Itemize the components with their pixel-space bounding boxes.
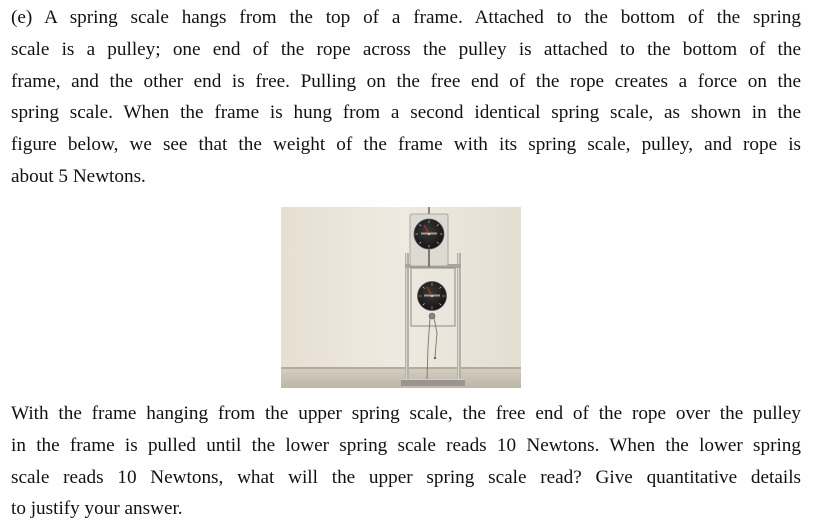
text-line: frame, and the other end is free. Pulling on the free end of the rope creates a force on the [11, 70, 801, 92]
text-line: With the frame hanging from the upper spring scale, the free end of the rope over the pulley [11, 403, 801, 424]
spring-scale-photo [281, 207, 521, 388]
text-line: spring scale. When the frame is hung from a second identical spring scale, as shown in the [11, 102, 801, 124]
text-line: to justify your answer. [11, 498, 183, 520]
text-line: about 5 Newtons. [11, 165, 146, 187]
problem-paragraph-intro [11, 2, 801, 193]
text-line: scale reads 10 Newtons, what will the upper spring scale read? Give quantitative details [11, 466, 801, 488]
problem-paragraph-question [11, 398, 801, 525]
spring-scale-photo-icon [281, 207, 521, 388]
text-line: figure below, we see that the weight of the frame with its spring scale, pulley, and rope is [11, 134, 801, 156]
text-line: in the frame is pulled until the lower spring scale reads 10 Newtons. When the lower spring [11, 434, 801, 456]
text-line: scale is a pulley; one end of the rope across the pulley is attached to the bottom of the [11, 38, 801, 60]
text-line: (e) A spring scale hangs from the top of a frame. Attached to the bottom of the spring [11, 7, 801, 28]
